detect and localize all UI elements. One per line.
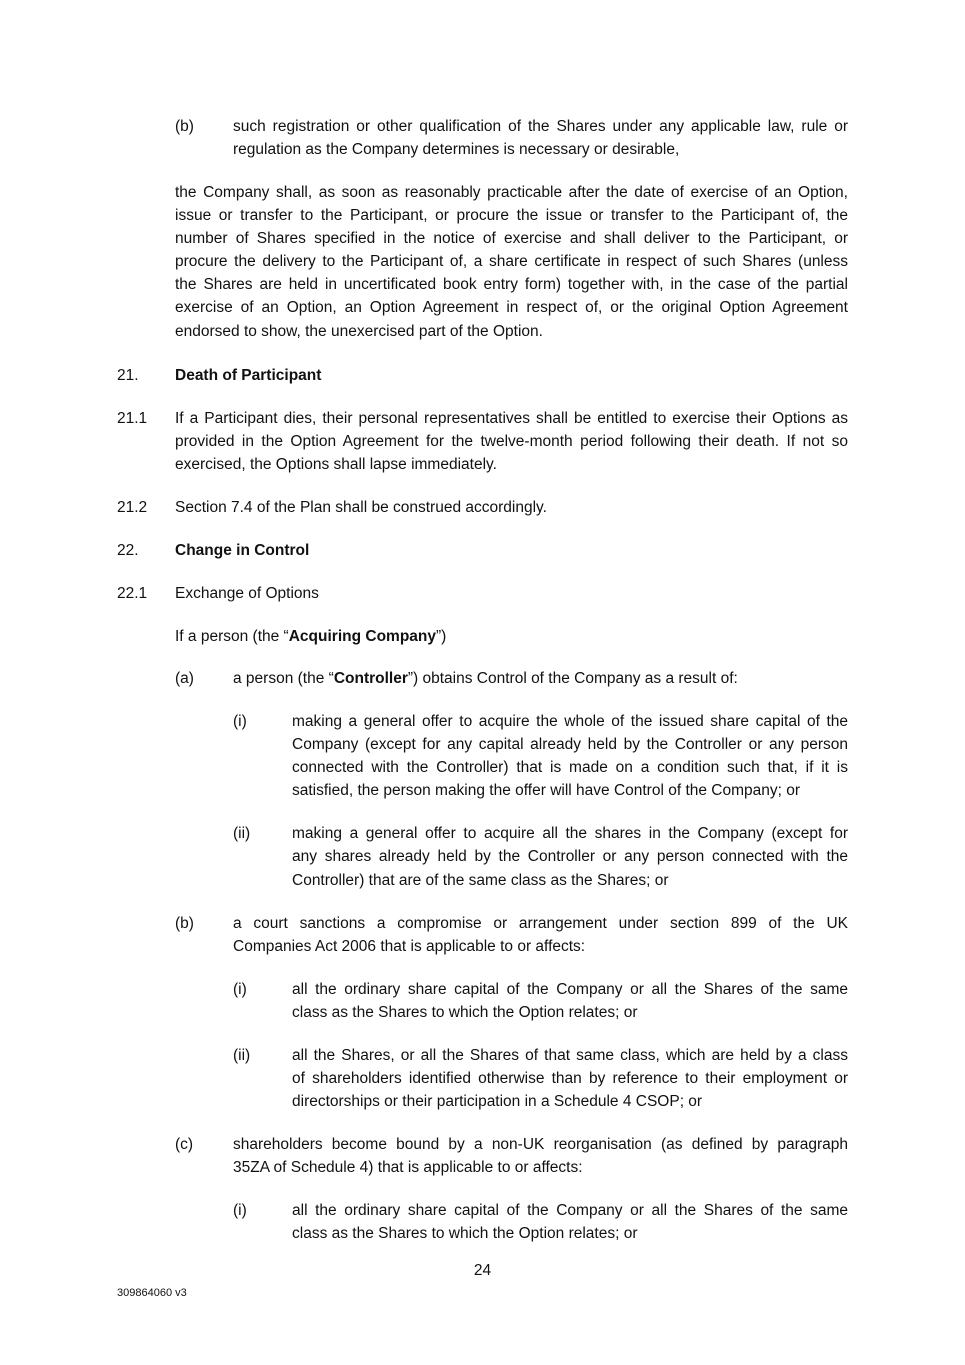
para-company-line-6: exercise of an Option, an Option Agreement in respect of, or the original Option Agreement <box>175 299 848 316</box>
page-number: 24 <box>473 1262 492 1279</box>
item-a-ii-line-2: any shares already held by the Controller or any person connected with the <box>292 848 848 865</box>
para-company-line-7: endorsed to show, the unexercised part of the Option. <box>175 323 543 340</box>
item-a-suffix: ”) obtains Control of the Company as a result of: <box>407 670 738 687</box>
para-b-line-1: such registration or other qualification of the Shares under any applicable law, rule or <box>233 118 848 135</box>
para-company-line-4: procure the delivery to the Participant of, a share certificate in respect of such Shares (unless <box>175 253 848 270</box>
item-b-ii-line-1: all the Shares, or all the Shares of that same class, which are held by a class <box>292 1047 848 1064</box>
clause-22-1-number: 22.1 <box>117 585 148 602</box>
item-c-i-marker: (i) <box>233 1202 247 1219</box>
item-b-i-marker: (i) <box>233 981 247 998</box>
clause-21-2-number: 21.2 <box>117 499 148 516</box>
section-22-number: 22. <box>117 542 139 559</box>
para-company-line-3: number of Shares specified in the notice of exercise and shall deliver to the Participant, or <box>175 230 848 247</box>
item-a-text <box>233 669 738 689</box>
item-c-line-1: shareholders become bound by a non-UK reorganisation (as defined by paragraph <box>233 1136 848 1153</box>
item-b-ii-line-3: directorships or their participation in a Schedule 4 CSOP; or <box>292 1093 703 1110</box>
item-a-ii-line-3: Controller) that are of the same class as the Shares; or <box>292 872 669 889</box>
clause-21-2-text: Section 7.4 of the Plan shall be construed accordingly. <box>175 499 547 516</box>
para-company-line-1: the Company shall, as soon as reasonably practicable after the date of exercise of an Option, <box>175 184 848 201</box>
clause-21-1-line-3: exercised, the Options shall lapse immediately. <box>175 456 497 473</box>
item-a-ii-line-1: making a general offer to acquire all the shares in the Company (except for <box>292 825 848 842</box>
section-21-title: Death of Participant <box>175 367 322 384</box>
item-b-line-1: a court sanctions a compromise or arrangement under section 899 of the UK <box>233 915 848 932</box>
item-c-marker: (c) <box>175 1136 194 1153</box>
para-company-line-5: the Shares are held in uncertificated book entry form) together with, in the case of the partial <box>175 276 848 293</box>
para-company-line-2: issue or transfer to the Participant, or procure the issue or transfer to the Participant of, the <box>175 207 848 224</box>
item-a-ii-marker: (ii) <box>233 825 251 842</box>
acquiring-company-suffix: ”) <box>436 628 447 645</box>
item-a-i-line-4: satisfied, the person making the offer will have Control of the Company; or <box>292 782 801 799</box>
clause-21-1-line-1: If a Participant dies, their personal representatives shall be entitled to exercise their Options as <box>175 410 848 427</box>
para-b-line-2: regulation as the Company determines is necessary or desirable, <box>233 141 680 158</box>
item-b-ii-line-2: of shareholders identified otherwise than by reference to their employment or <box>292 1070 848 1087</box>
clause-21-1-line-2: provided in the Option Agreement for the twelve-month period following their death. If not so <box>175 433 848 450</box>
para-b-marker: (b) <box>175 118 194 135</box>
item-c-line-2: 35ZA of Schedule 4) that is applicable to or affects: <box>233 1159 583 1176</box>
item-b-i-line-1: all the ordinary share capital of the Company or all the Shares of the same <box>292 981 848 998</box>
item-b-marker: (b) <box>175 915 194 932</box>
acquiring-company-prefix: If a person (the “ <box>175 628 289 645</box>
item-c-i-line-1: all the ordinary share capital of the Company or all the Shares of the same <box>292 1202 848 1219</box>
section-21-number: 21. <box>117 367 139 384</box>
section-22-title: Change in Control <box>175 542 310 559</box>
clause-21-1-number: 21.1 <box>117 410 148 427</box>
item-c-i-line-2: class as the Shares to which the Option relates; or <box>292 1225 638 1242</box>
clause-22-1-text: Exchange of Options <box>175 585 319 602</box>
item-b-i-line-2: class as the Shares to which the Option relates; or <box>292 1004 638 1021</box>
item-a-i-line-2: Company (except for any capital already held by the Controller or any person <box>292 736 848 753</box>
item-a-i-line-1: making a general offer to acquire the whole of the issued share capital of the <box>292 713 848 730</box>
acquiring-company-paragraph <box>175 627 446 647</box>
item-a-marker: (a) <box>175 670 194 687</box>
item-a-i-marker: (i) <box>233 713 247 730</box>
item-a-term: Controller <box>333 670 408 687</box>
item-b-ii-marker: (ii) <box>233 1047 251 1064</box>
acquiring-company-term: Acquiring Company <box>288 628 436 645</box>
item-a-i-line-3: connected with the Controller) that is made on a condition such that, if it is <box>292 759 848 776</box>
item-a-prefix: a person (the “ <box>233 670 334 687</box>
document-id: 309864060 v3 <box>117 1287 187 1299</box>
item-b-line-2: Companies Act 2006 that is applicable to or affects: <box>233 938 586 955</box>
